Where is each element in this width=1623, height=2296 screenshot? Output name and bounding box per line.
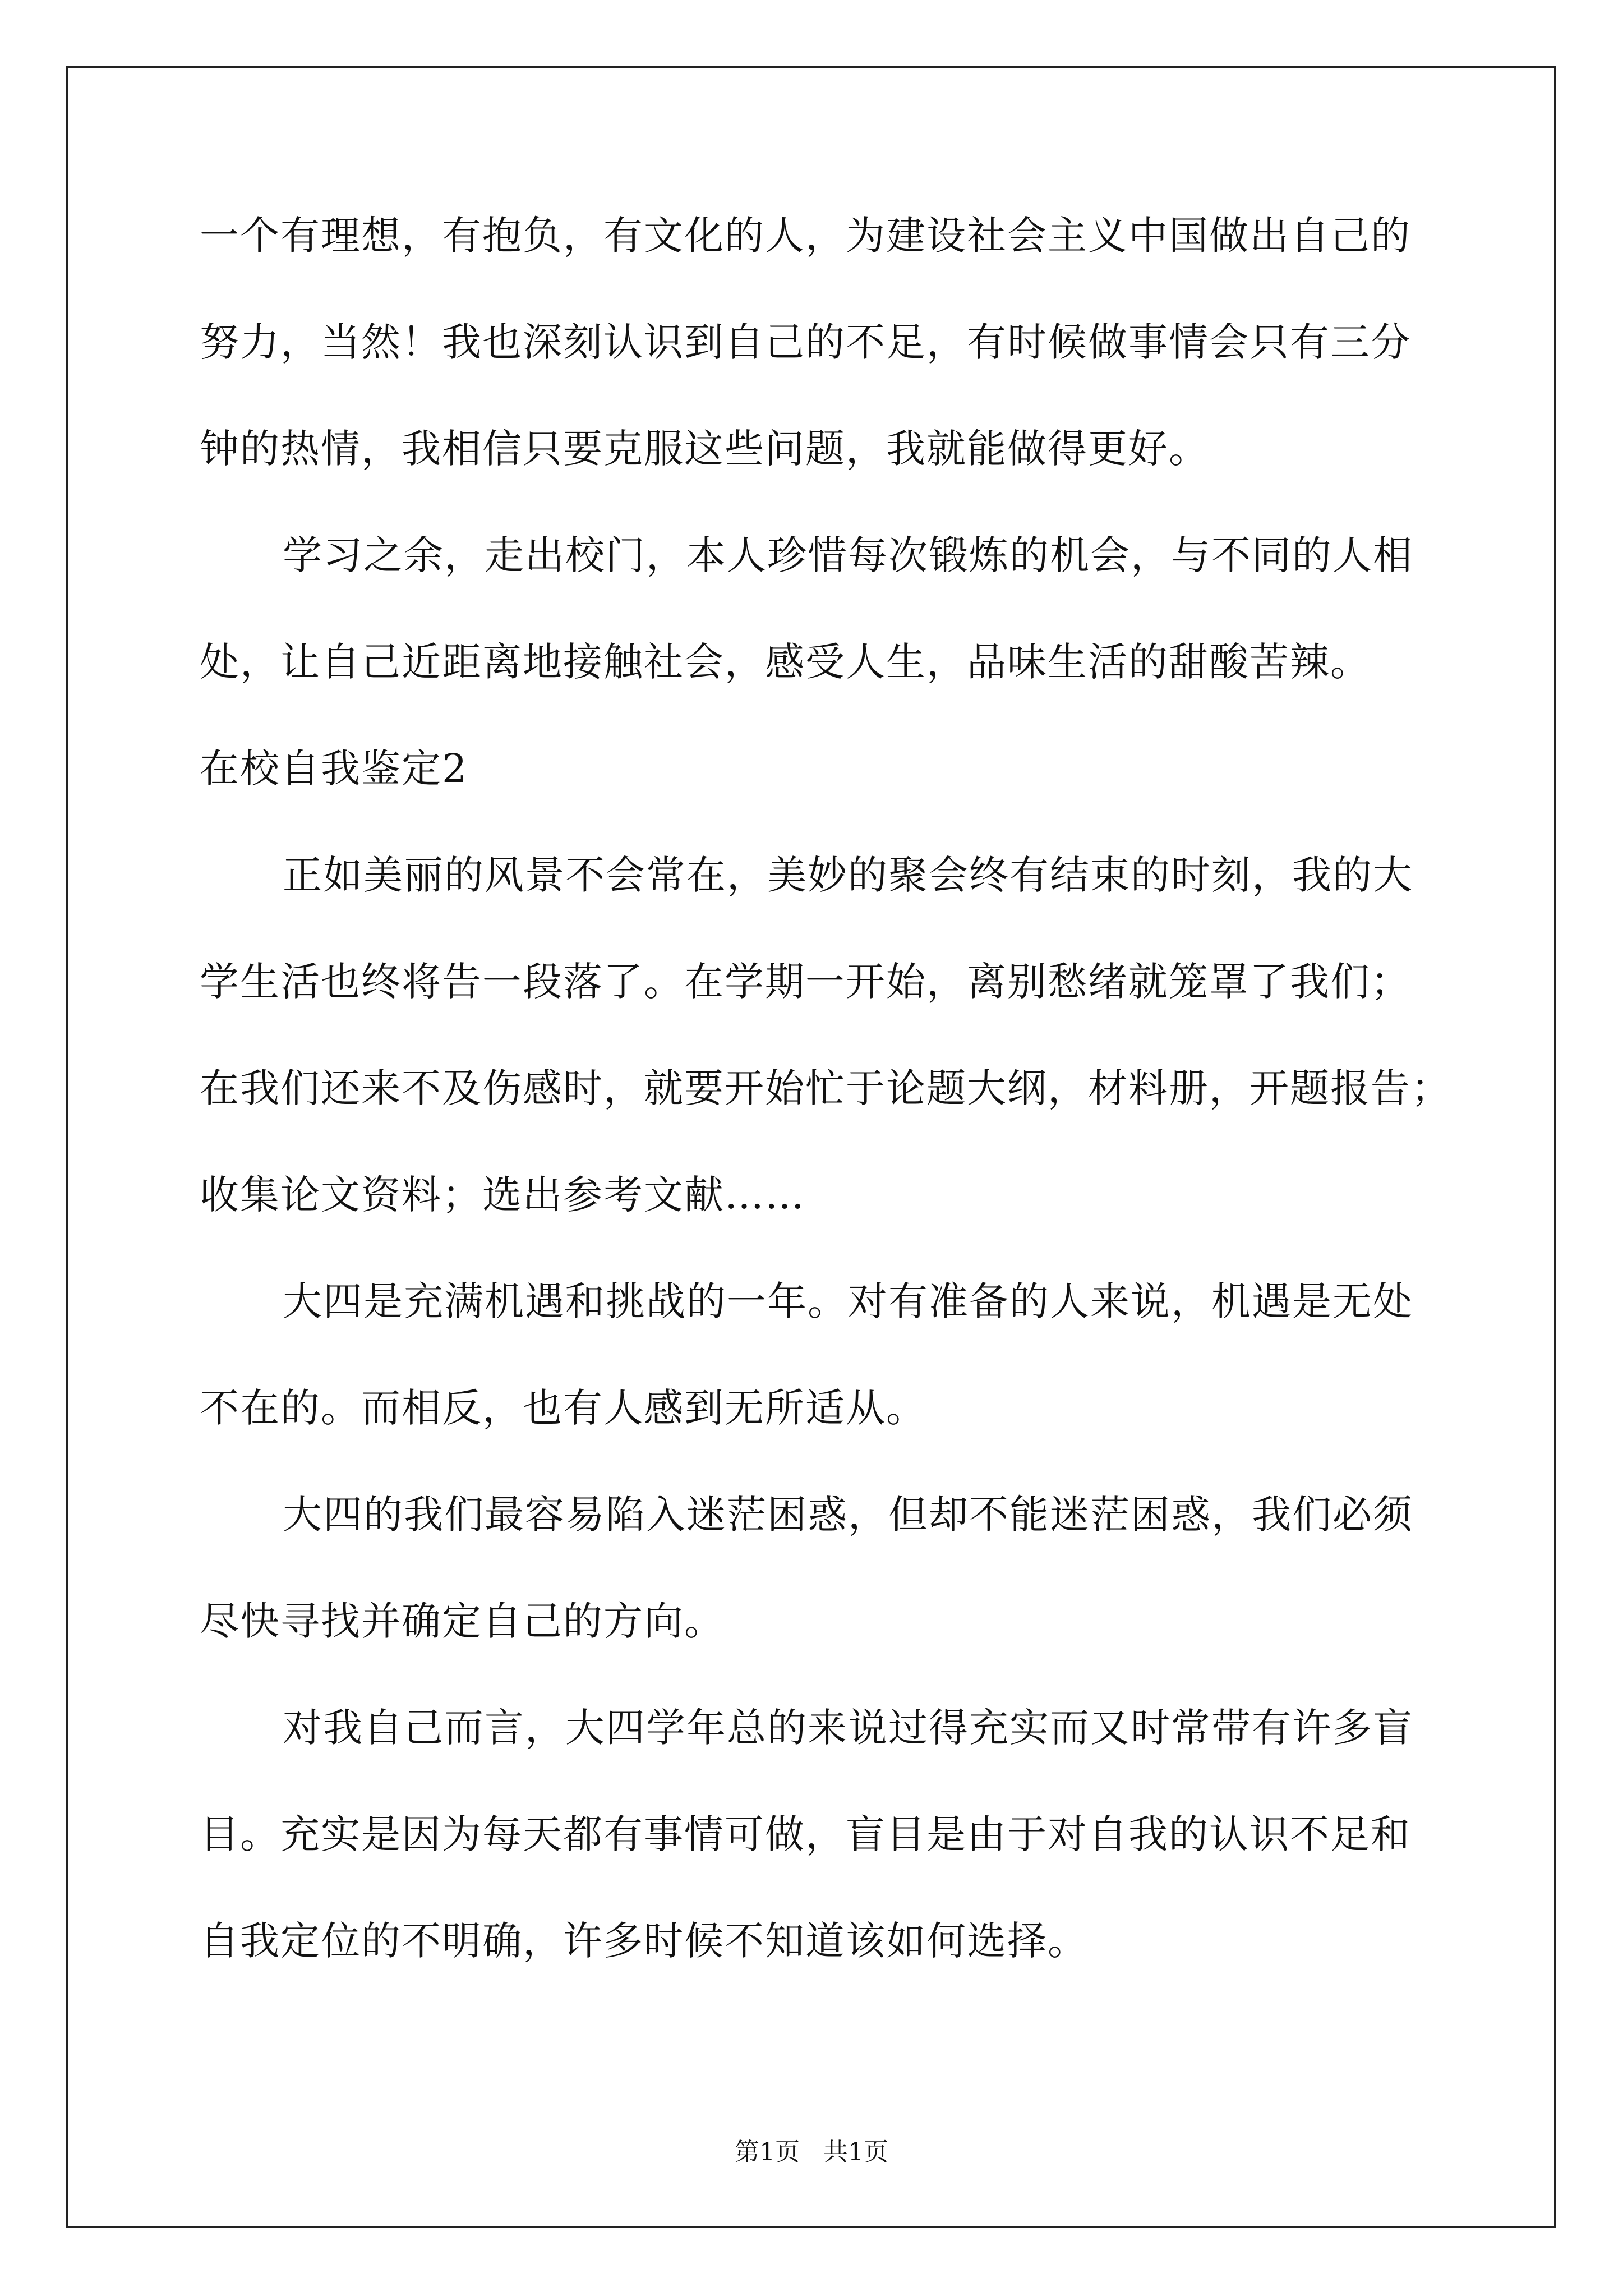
page-number: 第1页 xyxy=(735,2138,800,2166)
document-body xyxy=(200,213,1451,2028)
text-line: 学生活也终将告一段落了。在学期一开始，离别愁绪就笼罩了我们； xyxy=(200,959,1411,1005)
text-line: 收集论文资料；选出参考文献…… xyxy=(200,1172,805,1218)
paragraph-start: 大四的我们最容易陷入迷茫困惑，但却不能迷茫困惑，我们必须 xyxy=(283,1492,1413,1538)
text-line: 一个有理想，有抱负，有文化的人，为建设社会主义中国做出自己的 xyxy=(200,213,1411,259)
text-line: 目。充实是因为每天都有事情可做，盲目是由于对自我的认识不足和 xyxy=(200,1811,1411,1857)
text-line: 在我们还来不及伤感时，就要开始忙于论题大纲，材料册，开题报告； xyxy=(200,1065,1451,1111)
paragraph-start: 对我自己而言，大四学年总的来说过得充实而又时常带有许多盲 xyxy=(283,1705,1413,1751)
text-line: 努力，当然！我也深刻认识到自己的不足，有时候做事情会只有三分 xyxy=(200,319,1411,365)
text-line: 尽快寻找并确定自己的方向。 xyxy=(200,1598,725,1644)
paragraph-start: 学习之余，走出校门，本人珍惜每次锻炼的机会，与不同的人相 xyxy=(283,532,1413,578)
paragraph-start: 正如美丽的风景不会常在，美妙的聚会终有结束的时刻，我的大 xyxy=(283,852,1413,898)
text-line: 自我定位的不明确，许多时候不知道该如何选择。 xyxy=(200,1918,1088,1964)
section-heading: 在校自我鉴定2 xyxy=(200,746,468,792)
paragraph-start: 大四是充满机遇和挑战的一年。对有准备的人来说，机遇是无处 xyxy=(283,1278,1413,1324)
text-line: 钟的热情，我相信只要克服这些问题，我就能做得更好。 xyxy=(200,426,1209,472)
page-footer xyxy=(0,2138,1623,2166)
text-line: 不在的。而相反，也有人感到无所适从。 xyxy=(200,1385,926,1431)
page-total: 共1页 xyxy=(823,2138,888,2166)
text-line: 处，让自己近距离地接触社会，感受人生，品味生活的甜酸苦辣。 xyxy=(200,639,1371,685)
